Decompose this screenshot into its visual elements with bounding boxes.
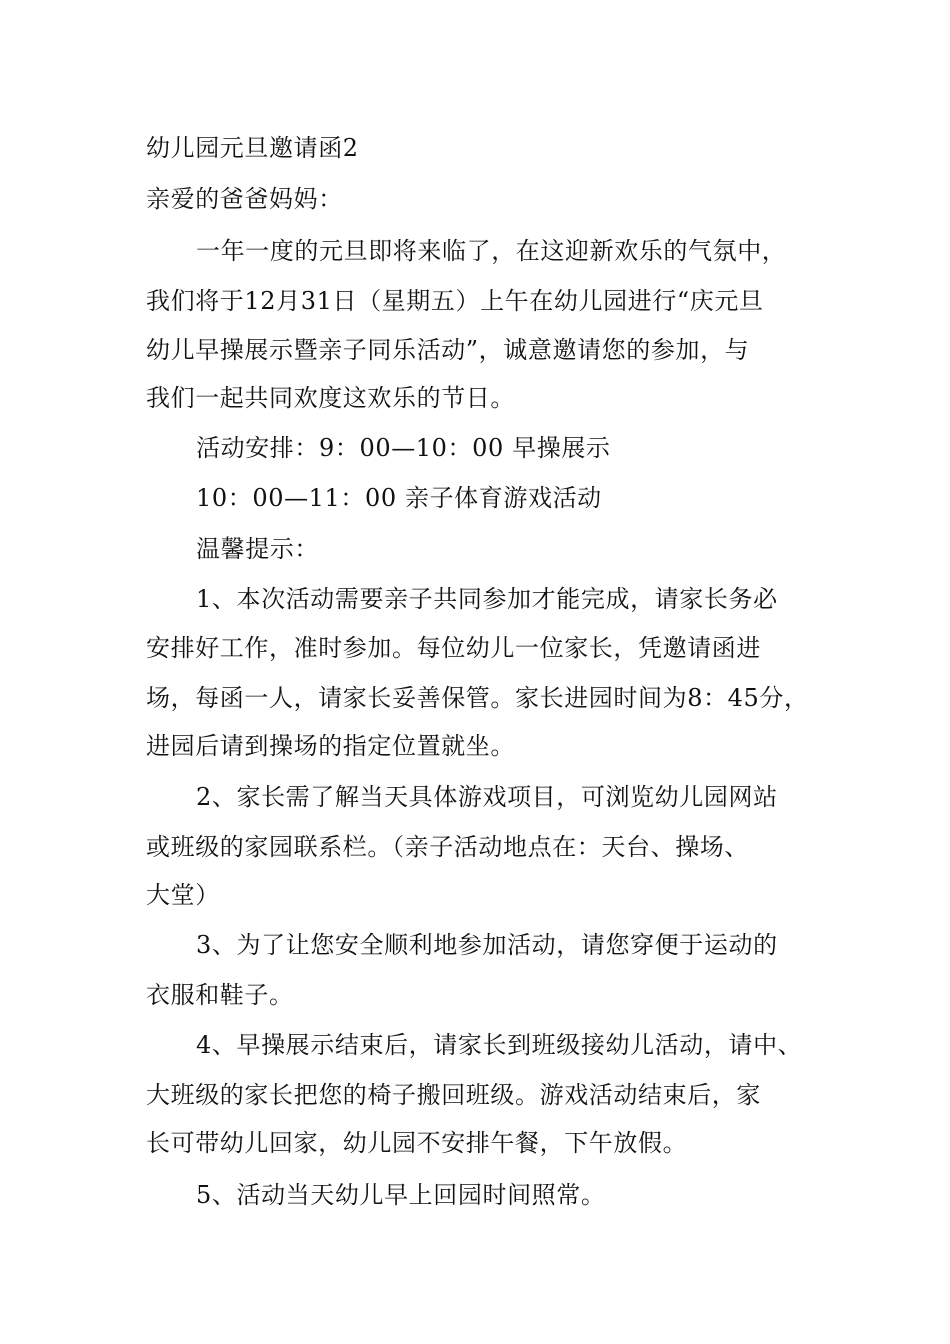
tip-3-line-2: 衣服和鞋子。 [146,981,294,1009]
tip-1-line-3: 场，每函一人，请家长妥善保管。家长进园时间为8：45分， [146,684,809,712]
tip-2-line-3: 大堂） [146,881,220,909]
tip-2-line-2: 或班级的家园联系栏。（亲子活动地点在：天台、操场、 [146,833,749,861]
intro-line-3: 幼儿早操展示暨亲子同乐活动”，诚意邀请您的参加，与 [146,336,750,364]
intro-line-1: 一年一度的元旦即将来临了，在这迎新欢乐的气氛中， [196,237,787,265]
tip-3-line-1: 3、为了让您安全顺利地参加活动，请您穿便于运动的 [196,931,778,959]
intro-line-4: 我们一起共同欢度这欢乐的节日。 [146,384,515,412]
tip-1-line-1: 1、本次活动需要亲子共同参加才能完成，请家长务必 [196,585,778,613]
tip-2-line-1: 2、家长需了解当天具体游戏项目，可浏览幼儿园网站 [196,783,778,811]
document-title: 幼儿园元旦邀请函2 [146,134,359,162]
schedule-line-1: 活动安排：9：00—10：00 早操展示 [196,434,611,462]
tip-4-line-2: 大班级的家长把您的椅子搬回班级。游戏活动结束后，家 [146,1081,761,1109]
tip-1-line-4: 进园后请到操场的指定位置就坐。 [146,732,515,760]
tips-heading: 温馨提示： [196,535,319,563]
tip-5-line-1: 5、活动当天幼儿早上回园时间照常。 [196,1181,606,1209]
salutation: 亲爱的爸爸妈妈： [146,185,343,213]
schedule-line-2: 10：00—11：00 亲子体育游戏活动 [196,484,602,512]
tip-4-line-3: 长可带幼儿回家，幼儿园不安排午餐，下午放假。 [146,1129,688,1157]
intro-line-2: 我们将于12月31日（星期五）上午在幼儿园进行“庆元旦 [146,287,764,315]
tip-4-line-1: 4、早操展示结束后，请家长到班级接幼儿活动，请中、 [196,1031,803,1059]
tip-1-line-2: 安排好工作，准时参加。每位幼儿一位家长，凭邀请函进 [146,634,761,662]
